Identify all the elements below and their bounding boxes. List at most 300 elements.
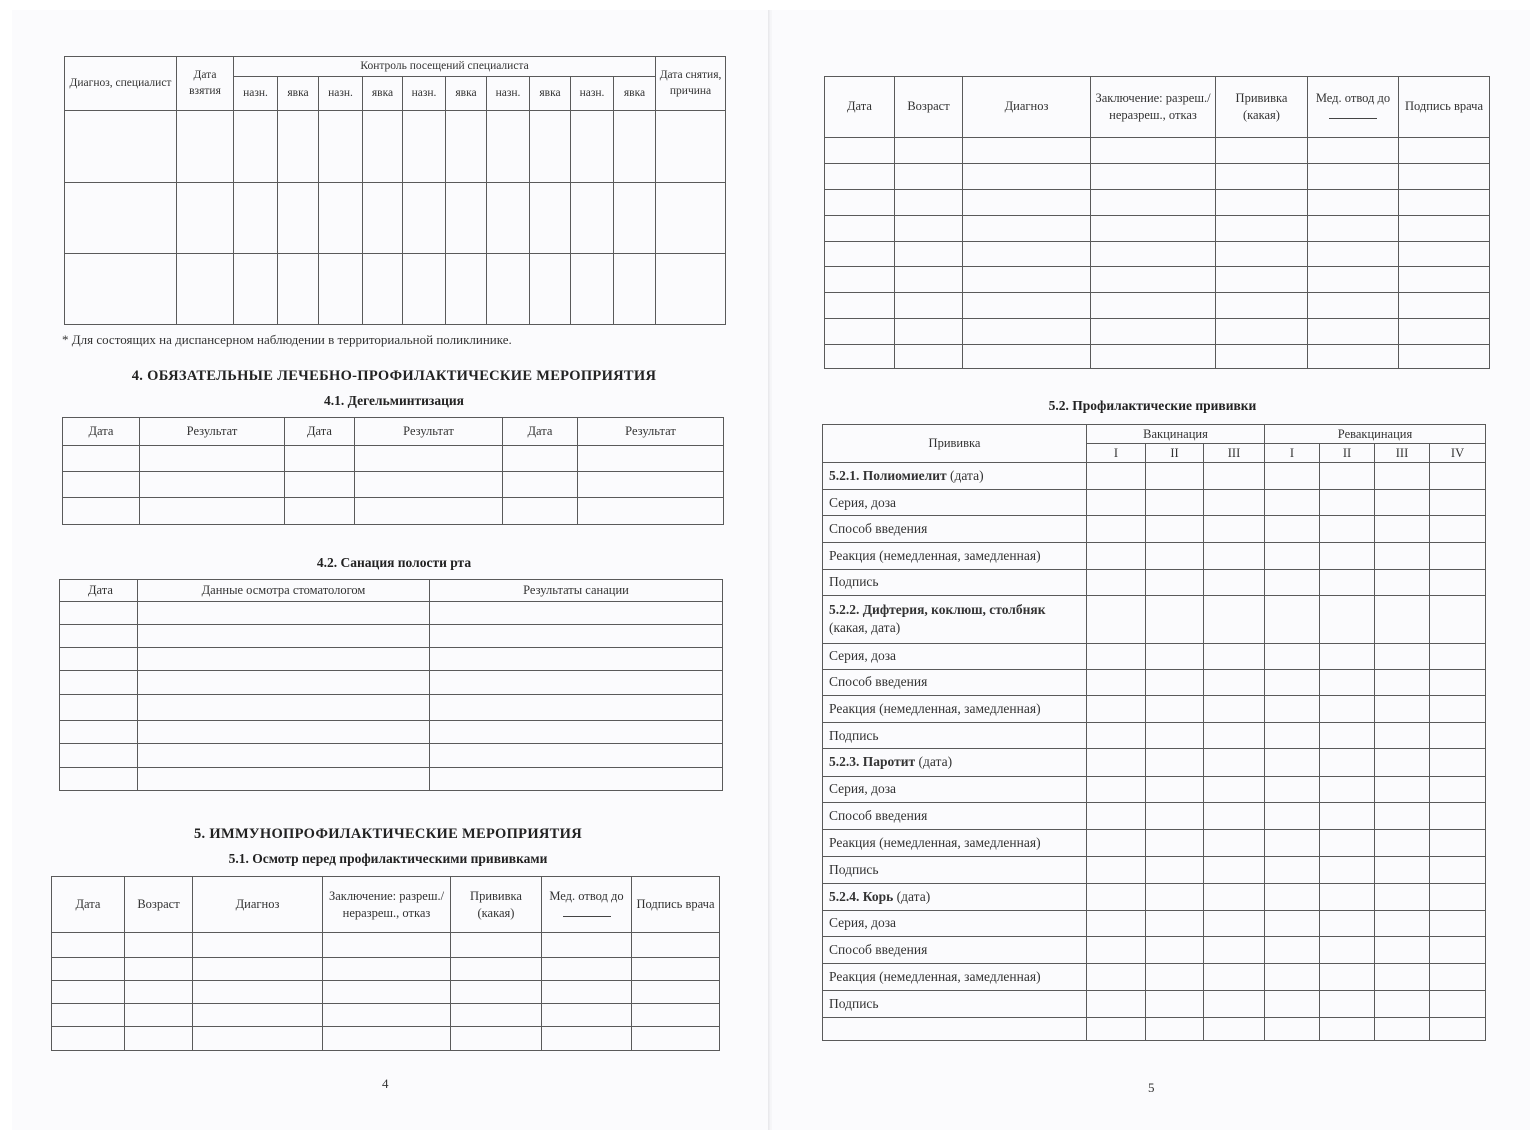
sub-yavka: явка (530, 77, 571, 111)
vaccination-row-label (823, 490, 1087, 516)
vaccination-row[interactable] (823, 516, 1486, 542)
table-row[interactable] (60, 767, 723, 790)
col-head-date: Дата (285, 418, 355, 446)
entry-cell[interactable] (1375, 830, 1430, 857)
deworming-table (62, 417, 724, 525)
entry-cell[interactable] (1430, 937, 1486, 964)
row-label-text: Способ введения (829, 807, 928, 823)
entry-cell[interactable] (1146, 910, 1204, 936)
table-row[interactable] (60, 694, 723, 720)
vaccination-row-label (823, 883, 1087, 910)
entry-cell[interactable] (1265, 964, 1320, 991)
col-head-diagnosis-text: Диагноз, специалист (69, 76, 172, 89)
table-row[interactable] (52, 981, 720, 1004)
entry-cell[interactable] (1204, 749, 1265, 776)
vaccination-row[interactable] (823, 723, 1486, 749)
entry-cell[interactable] (1087, 830, 1146, 857)
entry-cell[interactable] (1087, 695, 1146, 722)
entry-cell[interactable] (1204, 883, 1265, 910)
entry-cell[interactable] (1204, 669, 1265, 695)
section-5-title: 5. ИММУНОПРОФИЛАКТИЧЕСКИЕ МЕРОПРИЯТИЯ (193, 826, 582, 842)
col-head-result: Результат (140, 418, 285, 446)
entry-cell[interactable] (1375, 776, 1430, 802)
table-row[interactable] (825, 163, 1490, 189)
entry-cell[interactable] (1430, 991, 1486, 1017)
col-head-diagnosis: Диагноз (193, 877, 323, 933)
col-head-vac-1: I (1087, 444, 1146, 463)
row-label-text: Реакция (немедленная, замедленная) (829, 969, 1041, 985)
entry-cell[interactable] (1265, 910, 1320, 936)
row-label-text: Подпись (829, 861, 879, 877)
entry-cell[interactable] (1430, 490, 1486, 516)
col-head-age: Возраст (125, 877, 193, 933)
vaccination-row-label (823, 937, 1087, 964)
footnote: * Для состоящих на диспансерном наблюдении в территориальной поликлинике. (62, 332, 512, 347)
vaccination-row[interactable] (823, 964, 1486, 991)
vaccination-row[interactable] (823, 857, 1486, 883)
col-head-date: Дата (503, 418, 578, 446)
med-exempt-label: Мед. отвод до (1315, 91, 1391, 106)
entry-cell[interactable] (1087, 669, 1146, 695)
col-head-control-cell (234, 57, 656, 77)
blank-line (1329, 108, 1377, 119)
entry-cell[interactable] (1087, 643, 1146, 669)
vaccination-row[interactable] (823, 596, 1486, 643)
vaccination-row[interactable] (823, 883, 1486, 910)
entry-cell[interactable] (1320, 991, 1375, 1017)
entry-cell[interactable] (1087, 596, 1146, 643)
vaccination-row-label (823, 830, 1087, 857)
entry-cell[interactable] (1146, 991, 1204, 1017)
entry-cell[interactable] (1320, 883, 1375, 910)
col-head-conclusion: Заключение: разреш./неразреш., отказ (323, 877, 451, 933)
col-head-date: Дата (60, 580, 138, 602)
entry-cell[interactable] (1265, 569, 1320, 595)
row-label-text: Способ введения (829, 942, 928, 958)
entry-cell[interactable] (1320, 463, 1375, 490)
entry-cell[interactable] (1430, 802, 1486, 829)
page-number-left: 4 (382, 1076, 389, 1091)
entry-cell[interactable] (1375, 802, 1430, 829)
entry-cell[interactable] (1087, 569, 1146, 595)
entry-cell[interactable] (1430, 1017, 1486, 1040)
entry-cell[interactable] (1375, 991, 1430, 1017)
table-row[interactable] (52, 1027, 720, 1051)
entry-cell[interactable] (1430, 964, 1486, 991)
vaccine-name: 5.2.2. Дифтерия, коклюш, столбняк (829, 602, 1046, 618)
entry-cell[interactable] (1087, 883, 1146, 910)
entry-cell[interactable] (1430, 857, 1486, 883)
entry-cell[interactable] (1146, 569, 1204, 595)
entry-cell[interactable] (1320, 749, 1375, 776)
vaccination-row-label (823, 1017, 1087, 1040)
col-head-vaccine: Прививка (какая) (451, 877, 542, 933)
col-head-date: Дата (52, 877, 125, 933)
vaccination-row-label (823, 542, 1087, 569)
entry-cell[interactable] (1204, 542, 1265, 569)
entry-cell[interactable] (1375, 695, 1430, 722)
col-head-conclusion: Заключение: разреш./неразреш., отказ (1091, 77, 1216, 138)
row-label-text: Серия, доза (829, 648, 897, 664)
entry-cell[interactable] (1375, 723, 1430, 749)
entry-cell[interactable] (1204, 776, 1265, 802)
entry-cell[interactable] (1320, 596, 1375, 643)
sub-naz: назн. (319, 77, 363, 111)
entry-cell[interactable] (1146, 490, 1204, 516)
entry-cell[interactable] (1204, 910, 1265, 936)
sub-naz: назн. (571, 77, 614, 111)
vaccination-row[interactable] (823, 463, 1486, 490)
entry-cell[interactable] (1375, 463, 1430, 490)
vaccination-row[interactable] (823, 490, 1486, 516)
vaccination-row[interactable] (823, 1017, 1486, 1040)
subsection-5-1-title: 5.1. Осмотр перед профилактическими прививками (228, 851, 548, 866)
col-head-signature: Подпись врача (632, 877, 720, 933)
row-label-text: (дата) (946, 468, 984, 483)
vaccination-row-label (823, 749, 1087, 776)
vaccination-row[interactable] (823, 749, 1486, 776)
subsection-4-1-title: 4.1. Дегельминтизация (324, 393, 464, 408)
entry-cell[interactable] (1146, 857, 1204, 883)
table-row[interactable] (825, 266, 1490, 292)
entry-cell[interactable] (1265, 1017, 1320, 1040)
entry-cell[interactable] (1265, 857, 1320, 883)
entry-cell[interactable] (1087, 1017, 1146, 1040)
col-head-vaccination: Вакцинация (1087, 425, 1265, 444)
row-label-text: Подпись (829, 995, 879, 1011)
entry-cell[interactable] (1430, 463, 1486, 490)
table-row[interactable] (52, 958, 720, 981)
entry-cell[interactable] (1204, 596, 1265, 643)
vaccination-row-label (823, 516, 1087, 542)
table-row[interactable] (60, 625, 723, 648)
entry-cell[interactable] (1265, 991, 1320, 1017)
entry-cell[interactable] (1087, 490, 1146, 516)
entry-cell[interactable] (1320, 490, 1375, 516)
entry-cell[interactable] (1204, 516, 1265, 542)
table-row[interactable] (60, 671, 723, 694)
entry-cell[interactable] (1265, 643, 1320, 669)
entry-cell[interactable] (1375, 643, 1430, 669)
entry-cell[interactable] (1430, 749, 1486, 776)
table-row[interactable] (63, 472, 724, 498)
sub-naz: назн. (487, 77, 530, 111)
entry-cell[interactable] (1204, 964, 1265, 991)
vaccination-row-label (823, 569, 1087, 595)
vaccination-row-label (823, 857, 1087, 883)
entry-cell[interactable] (1265, 883, 1320, 910)
vaccination-row[interactable] (823, 991, 1486, 1017)
sub-yavka: явка (614, 77, 656, 111)
entry-cell[interactable] (1146, 802, 1204, 829)
sub-yavka: явка (363, 77, 403, 111)
entry-cell[interactable] (1265, 937, 1320, 964)
vaccination-row[interactable] (823, 802, 1486, 829)
entry-cell[interactable] (1430, 516, 1486, 542)
entry-cell[interactable] (1375, 490, 1430, 516)
entry-cell[interactable] (1375, 569, 1430, 595)
vaccination-row-label (823, 643, 1087, 669)
table-row[interactable] (60, 648, 723, 671)
table-row[interactable] (65, 111, 726, 183)
entry-cell[interactable] (1204, 857, 1265, 883)
entry-cell[interactable] (1204, 723, 1265, 749)
sub-naz: назн. (403, 77, 446, 111)
vaccination-row-label (823, 695, 1087, 722)
col-head-signature: Подпись врача (1399, 77, 1490, 138)
col-head-results: Результаты санации (430, 580, 723, 602)
entry-cell[interactable] (1265, 463, 1320, 490)
col-head-revac-3: III (1375, 444, 1430, 463)
table-row[interactable] (60, 602, 723, 625)
entry-cell[interactable] (1430, 830, 1486, 857)
col-head-result: Результат (355, 418, 503, 446)
row-label-text: Реакция (немедленная, замедленная) (829, 700, 1041, 716)
row-label-text: Серия, доза (829, 494, 897, 510)
entry-cell[interactable] (1087, 516, 1146, 542)
specialist-visits-grid (64, 56, 726, 325)
vaccination-table (822, 424, 1486, 1041)
entry-cell[interactable] (1375, 964, 1430, 991)
entry-cell[interactable] (1146, 669, 1204, 695)
row-label-text: (дата) (915, 754, 953, 770)
col-head-vaccine: Прививка (823, 425, 1087, 463)
col-head-revac-2: II (1320, 444, 1375, 463)
entry-cell[interactable] (1087, 937, 1146, 964)
col-head-vaccine: Прививка (какая) (1216, 77, 1308, 138)
entry-cell[interactable] (1087, 802, 1146, 829)
sub-naz: назн. (234, 77, 278, 111)
table-row[interactable] (65, 254, 726, 325)
table-row[interactable] (825, 319, 1490, 345)
entry-cell[interactable] (1146, 776, 1204, 802)
vaccine-name: 5.2.3. Паротит (829, 754, 916, 770)
table-row[interactable] (825, 137, 1490, 163)
entry-cell[interactable] (1320, 695, 1375, 722)
vaccination-row[interactable] (823, 569, 1486, 595)
vaccination-row-label (823, 596, 1087, 643)
col-head-revac-4: IV (1430, 444, 1486, 463)
entry-cell[interactable] (1265, 596, 1320, 643)
entry-cell[interactable] (1320, 542, 1375, 569)
pre-vaccination-exam-table-continued (824, 76, 1490, 369)
entry-cell[interactable] (1146, 964, 1204, 991)
table-row[interactable] (825, 345, 1490, 369)
dental-sanitation-table (59, 579, 723, 791)
row-label-text: (дата) (893, 888, 931, 904)
entry-cell[interactable] (1430, 723, 1486, 749)
vaccination-row-label (823, 776, 1087, 802)
entry-cell[interactable] (1204, 1017, 1265, 1040)
entry-cell[interactable] (1320, 857, 1375, 883)
vaccination-row-label (823, 723, 1087, 749)
table-row[interactable] (825, 189, 1490, 215)
entry-cell[interactable] (1320, 964, 1375, 991)
vaccination-row[interactable] (823, 695, 1486, 722)
entry-cell[interactable] (1375, 542, 1430, 569)
row-label-text: Серия, доза (829, 915, 897, 931)
entry-cell[interactable] (1375, 516, 1430, 542)
vaccination-row[interactable] (823, 669, 1486, 695)
col-head-vac-2: II (1146, 444, 1204, 463)
entry-cell[interactable] (1430, 883, 1486, 910)
entry-cell[interactable] (1320, 643, 1375, 669)
col-head-vac-3: III (1204, 444, 1265, 463)
vaccination-row[interactable] (823, 542, 1486, 569)
entry-cell[interactable] (1087, 991, 1146, 1017)
entry-cell[interactable] (1146, 516, 1204, 542)
entry-cell[interactable] (1265, 542, 1320, 569)
entry-cell[interactable] (1375, 669, 1430, 695)
pre-vaccination-exam-table (51, 876, 720, 1051)
entry-cell[interactable] (1204, 695, 1265, 722)
entry-cell[interactable] (1087, 749, 1146, 776)
entry-cell[interactable] (1146, 542, 1204, 569)
entry-cell[interactable] (1430, 695, 1486, 722)
entry-cell[interactable] (1146, 830, 1204, 857)
entry-cell[interactable] (1087, 857, 1146, 883)
entry-cell[interactable] (1430, 569, 1486, 595)
vaccination-row-label (823, 802, 1087, 829)
row-label-text: Реакция (немедленная, замедленная) (829, 547, 1041, 563)
entry-cell[interactable] (1204, 569, 1265, 595)
entry-cell[interactable] (1320, 669, 1375, 695)
table-row[interactable] (65, 183, 726, 254)
entry-cell[interactable] (1204, 830, 1265, 857)
entry-cell[interactable] (1320, 776, 1375, 802)
entry-cell[interactable] (1430, 596, 1486, 643)
entry-cell[interactable] (1146, 695, 1204, 722)
entry-cell[interactable] (1087, 723, 1146, 749)
table-row[interactable] (63, 446, 724, 472)
entry-cell[interactable] (1265, 516, 1320, 542)
table-row[interactable] (825, 241, 1490, 266)
entry-cell[interactable] (1265, 490, 1320, 516)
table-row[interactable] (60, 743, 723, 767)
entry-cell[interactable] (1204, 802, 1265, 829)
vaccination-row[interactable] (823, 937, 1486, 964)
col-head-age: Возраст (895, 77, 963, 138)
table-row[interactable] (52, 1004, 720, 1027)
table-row[interactable] (60, 720, 723, 743)
entry-cell[interactable] (1265, 802, 1320, 829)
entry-cell[interactable] (1320, 937, 1375, 964)
entry-cell[interactable] (1430, 542, 1486, 569)
vaccination-row[interactable] (823, 830, 1486, 857)
entry-cell[interactable] (1087, 910, 1146, 936)
row-label-text: Подпись (829, 574, 879, 590)
entry-cell[interactable] (1375, 1017, 1430, 1040)
entry-cell[interactable] (1265, 776, 1320, 802)
entry-cell[interactable] (1320, 1017, 1375, 1040)
entry-cell[interactable] (1146, 463, 1204, 490)
entry-cell[interactable] (1265, 830, 1320, 857)
col-head-revaccination: Ревакцинация (1265, 425, 1486, 444)
entry-cell[interactable] (1087, 776, 1146, 802)
col-head-diagnosis: Диагноз (963, 77, 1091, 138)
entry-cell[interactable] (1375, 883, 1430, 910)
row-label-text: Способ введения (829, 520, 928, 536)
table-row[interactable] (63, 498, 724, 525)
entry-cell[interactable] (1430, 776, 1486, 802)
col-head-date: Дата (63, 418, 140, 446)
entry-cell[interactable] (1375, 596, 1430, 643)
entry-cell[interactable] (1146, 723, 1204, 749)
entry-cell[interactable] (1265, 723, 1320, 749)
entry-cell[interactable] (1430, 669, 1486, 695)
entry-cell[interactable] (1146, 643, 1204, 669)
col-head-removal-cell (656, 57, 726, 111)
entry-cell[interactable] (1320, 910, 1375, 936)
entry-cell[interactable] (1320, 802, 1375, 829)
vaccination-row[interactable] (823, 776, 1486, 802)
entry-cell[interactable] (1375, 749, 1430, 776)
blank-line (563, 906, 611, 917)
entry-cell[interactable] (1265, 695, 1320, 722)
entry-cell[interactable] (1146, 883, 1204, 910)
col-head-diagnosis-cell (65, 57, 177, 111)
entry-cell[interactable] (1146, 596, 1204, 643)
table-row[interactable] (52, 933, 720, 958)
col-head-date-taken-text: Дата взятия (189, 68, 221, 97)
entry-cell[interactable] (1204, 643, 1265, 669)
entry-cell[interactable] (1375, 937, 1430, 964)
vaccination-row-label (823, 463, 1087, 490)
sub-yavka: явка (278, 77, 319, 111)
vaccination-row-label (823, 991, 1087, 1017)
entry-cell[interactable] (1146, 937, 1204, 964)
entry-cell[interactable] (1265, 669, 1320, 695)
vaccine-name: 5.2.4. Корь (829, 888, 894, 904)
entry-cell[interactable] (1265, 749, 1320, 776)
section-4-title: 4. ОБЯЗАТЕЛЬНЫЕ ЛЕЧЕБНО-ПРОФИЛАКТИЧЕСКИЕ МЕРОПРИЯТИЯ (131, 368, 657, 384)
table-row[interactable] (825, 215, 1490, 241)
vaccination-row[interactable] (823, 643, 1486, 669)
entry-cell[interactable] (1375, 910, 1430, 936)
entry-cell[interactable] (1204, 937, 1265, 964)
entry-cell[interactable] (1320, 723, 1375, 749)
page-number-right: 5 (1148, 1080, 1155, 1095)
entry-cell[interactable] (1204, 991, 1265, 1017)
col-head-revac-1: I (1265, 444, 1320, 463)
sub-yavka: явка (446, 77, 487, 111)
entry-cell[interactable] (1430, 910, 1486, 936)
entry-cell[interactable] (1087, 964, 1146, 991)
col-head-control-text: Контроль посещений специалиста (360, 59, 529, 72)
col-head-removal-text: Дата снятия, причина (659, 68, 722, 97)
vaccination-row-label (823, 910, 1087, 936)
col-head-result: Результат (578, 418, 724, 446)
entry-cell[interactable] (1375, 857, 1430, 883)
entry-cell[interactable] (1146, 749, 1204, 776)
entry-cell[interactable] (1320, 830, 1375, 857)
entry-cell[interactable] (1320, 569, 1375, 595)
entry-cell[interactable] (1204, 490, 1265, 516)
entry-cell[interactable] (1087, 463, 1146, 490)
row-label-text: Реакция (немедленная, замедленная) (829, 835, 1041, 851)
med-exempt-label: Мед. отвод до (549, 888, 624, 903)
entry-cell[interactable] (1204, 463, 1265, 490)
row-label-text: Подпись (829, 727, 879, 743)
entry-cell[interactable] (1430, 643, 1486, 669)
entry-cell[interactable] (1087, 542, 1146, 569)
table-row[interactable] (825, 292, 1490, 318)
row-label-text: Серия, доза (829, 781, 897, 797)
vaccination-row-label (823, 964, 1087, 991)
entry-cell[interactable] (1320, 516, 1375, 542)
vaccination-row[interactable] (823, 910, 1486, 936)
entry-cell[interactable] (1146, 1017, 1204, 1040)
